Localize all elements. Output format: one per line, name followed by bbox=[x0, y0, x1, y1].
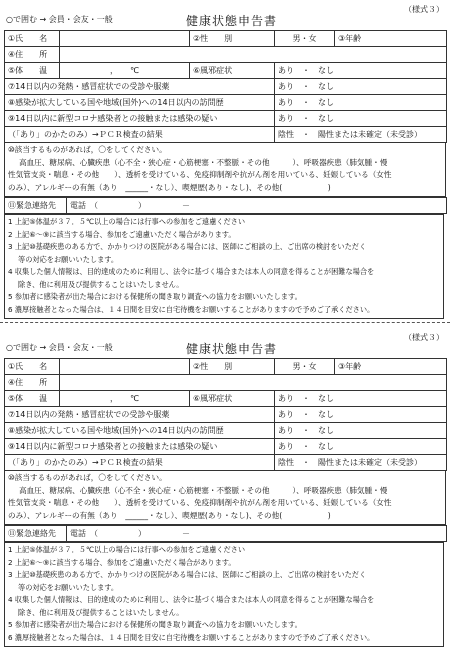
form-title: 健康状態申告書 bbox=[186, 14, 278, 28]
fever-visit-question: ⑦14日以内の発熱・感冒症状での受診や服薬 bbox=[5, 79, 275, 95]
temperature-field[interactable]: ， ℃ bbox=[60, 63, 190, 79]
underlying-conditions-section bbox=[4, 471, 446, 525]
conditions-line-2[interactable]: 性気管支炎・喘息・その他 ）、透析を受けている、免疫抑制剤や抗がん剤を用いている、妊娠している（女性 bbox=[8, 170, 392, 179]
covid-contact-question: ⑨14日以内に新型コロナ感染者との接触または感染の疑い bbox=[5, 439, 275, 455]
note-4-cont: 除き、他に利用及び提供することはいたしません。 bbox=[18, 607, 184, 617]
note-6: 6 濃厚接触者となった場合は、１４日間を目安に自宅待機をお願いすることがありますので予めご了承ください。 bbox=[8, 304, 375, 314]
fever-visit-row bbox=[5, 79, 447, 95]
form-header bbox=[0, 328, 450, 358]
form-header bbox=[0, 0, 450, 30]
conditions-line-1[interactable]: 高血圧、糖尿病、心臓疾患（心不全・狭心症・心筋梗塞・不整脈・その他 ）、呼吸器疾患（肺気腫・慢 bbox=[19, 157, 388, 167]
emergency-phone-field[interactable]: 電話 （ ） － bbox=[67, 198, 447, 214]
address-field[interactable] bbox=[60, 375, 447, 391]
covid-contact-question: ⑨14日以内に新型コロナ感染者との接触または感染の疑い bbox=[5, 111, 275, 127]
overseas-visit-options[interactable]: あり ・ なし bbox=[275, 95, 447, 111]
emergency-contact-row bbox=[5, 198, 447, 214]
name-row bbox=[5, 359, 447, 375]
emergency-contact-table bbox=[4, 525, 447, 542]
cold-symptom-label: ⑥風邪症状 bbox=[190, 63, 275, 79]
gender-options[interactable]: 男・女 bbox=[275, 31, 335, 47]
health-declaration-form-1 bbox=[0, 0, 450, 319]
conditions-heading: ⑩該当するものがあれば，〇をしてください。 bbox=[8, 473, 167, 482]
address-row bbox=[5, 375, 447, 391]
emergency-contact-row bbox=[5, 526, 447, 542]
address-row bbox=[5, 47, 447, 63]
name-label: ①氏 名 bbox=[5, 359, 60, 375]
pcr-question: （「あり」のかたのみ）→ＰＣＲ検査の結果 bbox=[5, 127, 275, 143]
conditions-line-1[interactable]: 高血圧、糖尿病、心臓疾患（心不全・狭心症・心筋梗塞・不整脈・その他 ）、呼吸器疾患（肺気腫・慢 bbox=[19, 485, 388, 495]
pcr-row bbox=[5, 127, 447, 143]
conditions-line-2[interactable]: 性気管支炎・喘息・その他 ）、透析を受けている、免疫抑制剤や抗がん剤を用いている、妊娠している（女性 bbox=[8, 498, 392, 507]
covid-contact-row bbox=[5, 439, 447, 455]
name-field[interactable] bbox=[60, 31, 190, 47]
temperature-label: ⑤体 温 bbox=[5, 391, 60, 407]
address-label: ④住 所 bbox=[5, 47, 60, 63]
overseas-visit-question: ⑧感染が拡大している国や地域(国外)への14日以内の訪問歴 bbox=[5, 95, 275, 111]
note-2: 2 上記⑥～⑨に該当する場合、参加をご遠慮いただく場合があります。 bbox=[8, 557, 236, 567]
health-declaration-form-2 bbox=[0, 328, 450, 647]
gender-label: ②性 別 bbox=[190, 359, 275, 375]
covid-contact-row bbox=[5, 111, 447, 127]
note-3-cont: 等の対応をお願いいたします。 bbox=[18, 582, 119, 592]
emergency-contact-label: ⑪緊急連絡先 bbox=[5, 526, 67, 542]
overseas-visit-options[interactable]: あり ・ なし bbox=[275, 423, 447, 439]
name-field[interactable] bbox=[60, 359, 190, 375]
health-table bbox=[4, 358, 447, 471]
temperature-field[interactable]: ， ℃ bbox=[60, 391, 190, 407]
age-label[interactable]: ③年齢 bbox=[335, 359, 447, 375]
form-style-label: （様式３） bbox=[404, 333, 444, 342]
temperature-row bbox=[5, 391, 447, 407]
age-label[interactable]: ③年齢 bbox=[335, 31, 447, 47]
notes-box bbox=[4, 542, 444, 647]
note-4: 4 収集した個人情報は、目的達成のために利用し、法令に基づく場合または本人の同意を得ることが困難な場合を bbox=[8, 595, 375, 604]
form-title: 健康状態申告書 bbox=[186, 342, 278, 356]
overseas-visit-row bbox=[5, 423, 447, 439]
gender-options[interactable]: 男・女 bbox=[275, 359, 335, 375]
conditions-heading: ⑩該当するものがあれば，〇をしてください。 bbox=[8, 145, 167, 154]
fever-visit-row bbox=[5, 407, 447, 423]
note-5: 5 参加者に感染者が出た場合における保健所の聞き取り調査への協力をお願いいたします。 bbox=[8, 620, 302, 629]
emergency-contact-table bbox=[4, 197, 447, 214]
note-4: 4 収集した個人情報は、目的達成のために利用し、法令に基づく場合または本人の同意を得ることが困難な場合を bbox=[8, 267, 375, 276]
cold-symptom-options[interactable]: あり ・ なし bbox=[275, 391, 447, 407]
note-4-cont: 除き、他に利用及び提供することはいたしません。 bbox=[18, 279, 184, 289]
address-label: ④住 所 bbox=[5, 375, 60, 391]
health-table bbox=[4, 30, 447, 143]
fever-visit-question: ⑦14日以内の発熱・感冒症状での受診や服薬 bbox=[5, 407, 275, 423]
fever-visit-options[interactable]: あり ・ なし bbox=[275, 79, 447, 95]
pcr-row bbox=[5, 455, 447, 471]
overseas-visit-row bbox=[5, 95, 447, 111]
conditions-line-3[interactable]: のみ）、アレルギーの有無（あり ______・なし）、喫煙歴(あり・なし)、その他( ) bbox=[8, 182, 331, 192]
pcr-question: （「あり」のかたのみ）→ＰＣＲ検査の結果 bbox=[5, 455, 275, 471]
note-5: 5 参加者に感染者が出た場合における保健所の聞き取り調査への協力をお願いいたします。 bbox=[8, 292, 302, 301]
cold-symptom-options[interactable]: あり ・ なし bbox=[275, 63, 447, 79]
note-3-cont: 等の対応をお願いいたします。 bbox=[18, 254, 119, 264]
conditions-line-3[interactable]: のみ）、アレルギーの有無（あり ______・なし）、喫煙歴(あり・なし)、その他( ) bbox=[8, 510, 331, 520]
membership-circle-note: ○で囲む → 会員・会友・一般 bbox=[6, 343, 113, 352]
note-2: 2 上記⑥～⑨に該当する場合、参加をご遠慮いただく場合があります。 bbox=[8, 229, 236, 239]
note-3: 3 上記⑩基礎疾患のある方で、かかりつけの医院がある場合には、医師にご相談の上、ご出席の検討をいただく bbox=[8, 242, 367, 251]
underlying-conditions-section bbox=[4, 143, 446, 197]
overseas-visit-question: ⑧感染が拡大している国や地域(国外)への14日以内の訪問歴 bbox=[5, 423, 275, 439]
note-1: 1 上記⑤体温が３７．５℃以上の場合には行事への参加をご遠慮ください bbox=[8, 545, 246, 554]
cut-line-divider bbox=[0, 322, 450, 323]
name-row bbox=[5, 31, 447, 47]
fever-visit-options[interactable]: あり ・ なし bbox=[275, 407, 447, 423]
name-label: ①氏 名 bbox=[5, 31, 60, 47]
address-field[interactable] bbox=[60, 47, 447, 63]
temperature-label: ⑤体 温 bbox=[5, 63, 60, 79]
cold-symptom-label: ⑥風邪症状 bbox=[190, 391, 275, 407]
emergency-phone-field[interactable]: 電話 （ ） － bbox=[67, 526, 447, 542]
membership-circle-note: ○で囲む → 会員・会友・一般 bbox=[6, 15, 113, 24]
emergency-contact-label: ⑪緊急連絡先 bbox=[5, 198, 67, 214]
pcr-options[interactable]: 陰性 ・ 陽性または未確定（未受診） bbox=[275, 127, 447, 143]
temperature-row bbox=[5, 63, 447, 79]
note-3: 3 上記⑩基礎疾患のある方で、かかりつけの医院がある場合には、医師にご相談の上、ご出席の検討をいただく bbox=[8, 570, 367, 579]
note-1: 1 上記⑤体温が３７．５℃以上の場合には行事への参加をご遠慮ください bbox=[8, 217, 246, 226]
form-style-label: （様式３） bbox=[404, 5, 444, 14]
pcr-options[interactable]: 陰性 ・ 陽性または未確定（未受診） bbox=[275, 455, 447, 471]
gender-label: ②性 別 bbox=[190, 31, 275, 47]
notes-box bbox=[4, 214, 444, 319]
note-6: 6 濃厚接触者となった場合は、１４日間を目安に自宅待機をお願いすることがありますので予めご了承ください。 bbox=[8, 632, 375, 642]
covid-contact-options[interactable]: あり ・ なし bbox=[275, 439, 447, 455]
covid-contact-options[interactable]: あり ・ なし bbox=[275, 111, 447, 127]
